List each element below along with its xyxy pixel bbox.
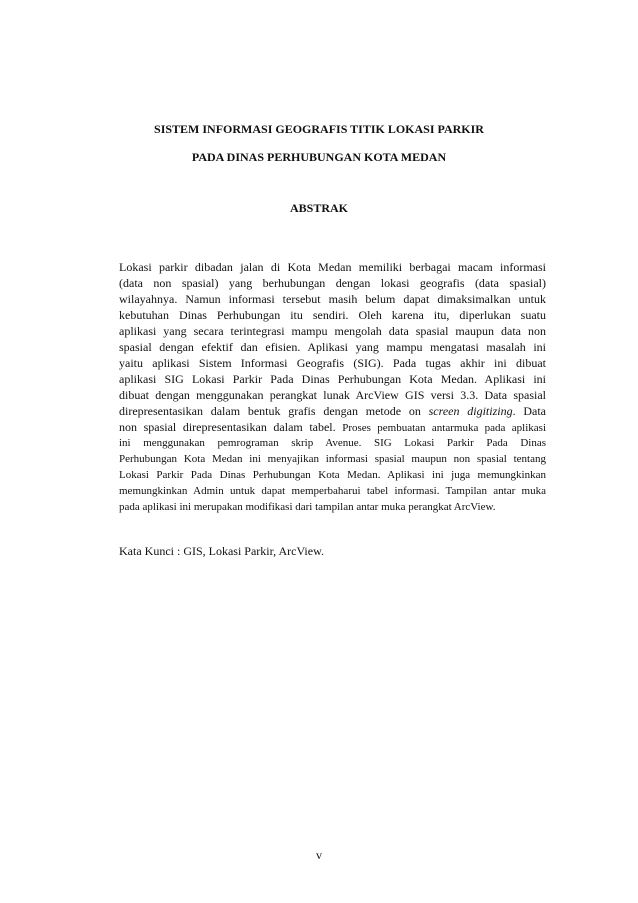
abstract-text: non spasial direpresentasikan dalam tabel. xyxy=(119,420,343,434)
keywords: Kata Kunci : GIS, Lokasi Parkir, ArcView. xyxy=(119,544,324,558)
abstract-emphasis: screen digitizing xyxy=(428,404,513,418)
document-title-line-2: PADA DINAS PERHUBUNGAN KOTA MEDAN xyxy=(191,150,447,164)
abstract-line: spasial dengan efektif dan efisien. Aplikasi yang mampu mengatasi masalah ini xyxy=(119,340,546,354)
abstract-line: (data non spasial) yang berhubungan dengan lokasi geografis (data spasial) xyxy=(119,276,546,290)
abstract-paragraph xyxy=(119,259,546,515)
abstract-line: aplikasi SIG Lokasi Parkir Pada Dinas Perhubungan Kota Medan. Aplikasi ini xyxy=(119,372,546,386)
abstract-line xyxy=(119,403,546,419)
abstract-text-small: Proses pembuatan antarmuka pada aplikasi xyxy=(342,422,546,434)
abstract-line: ini menggunakan pemrograman skrip Avenue. SIG Lokasi Parkir Pada Dinas xyxy=(119,437,546,449)
document-title-line-1: SISTEM INFORMASI GEOGRAFIS TITIK LOKASI PARKIR xyxy=(154,122,484,136)
abstract-text: direpresentasikan dalam bentuk grafis dengan metode on xyxy=(119,404,429,418)
abstract-line: aplikasi yang secara terintegrasi mampu mengolah data spasial maupun data non xyxy=(119,324,546,338)
abstract-line: Lokasi parkir dibadan jalan di Kota Medan memiliki berbagai macam informasi xyxy=(119,260,546,274)
section-heading-abstrak: ABSTRAK xyxy=(289,201,348,215)
abstract-line xyxy=(119,419,546,435)
abstract-line: Lokasi Parkir Pada Dinas Perhubungan Kota Medan. Aplikasi ini juga memungkinkan xyxy=(119,469,546,481)
abstract-line: yaitu aplikasi Sistem Informasi Geografis (SIG). Pada tugas akhir ini dibuat xyxy=(119,356,546,370)
abstract-line: kebutuhan Dinas Perhubungan itu sendiri. Oleh karena itu, diperlukan suatu xyxy=(119,308,546,322)
page-number: v xyxy=(316,848,322,862)
abstract-line: pada aplikasi ini merupakan modifikasi dari tampilan antar muka perangkat ArcView. xyxy=(119,501,496,513)
abstract-line: memungkinkan Admin untuk dapat memperbaharui tabel informasi. Tampilan antar muka xyxy=(119,485,546,497)
abstract-text: . Data xyxy=(512,404,546,418)
abstract-line: wilayahnya. Namun informasi tersebut masih belum dapat dimaksimalkan untuk xyxy=(119,292,546,306)
abstract-line: Perhubungan Kota Medan ini menyajikan informasi spasial maupun non spasial tentang xyxy=(119,453,546,465)
abstract-line: dibuat dengan menggunakan perangkat lunak ArcView GIS versi 3.3. Data spasial xyxy=(119,388,546,402)
